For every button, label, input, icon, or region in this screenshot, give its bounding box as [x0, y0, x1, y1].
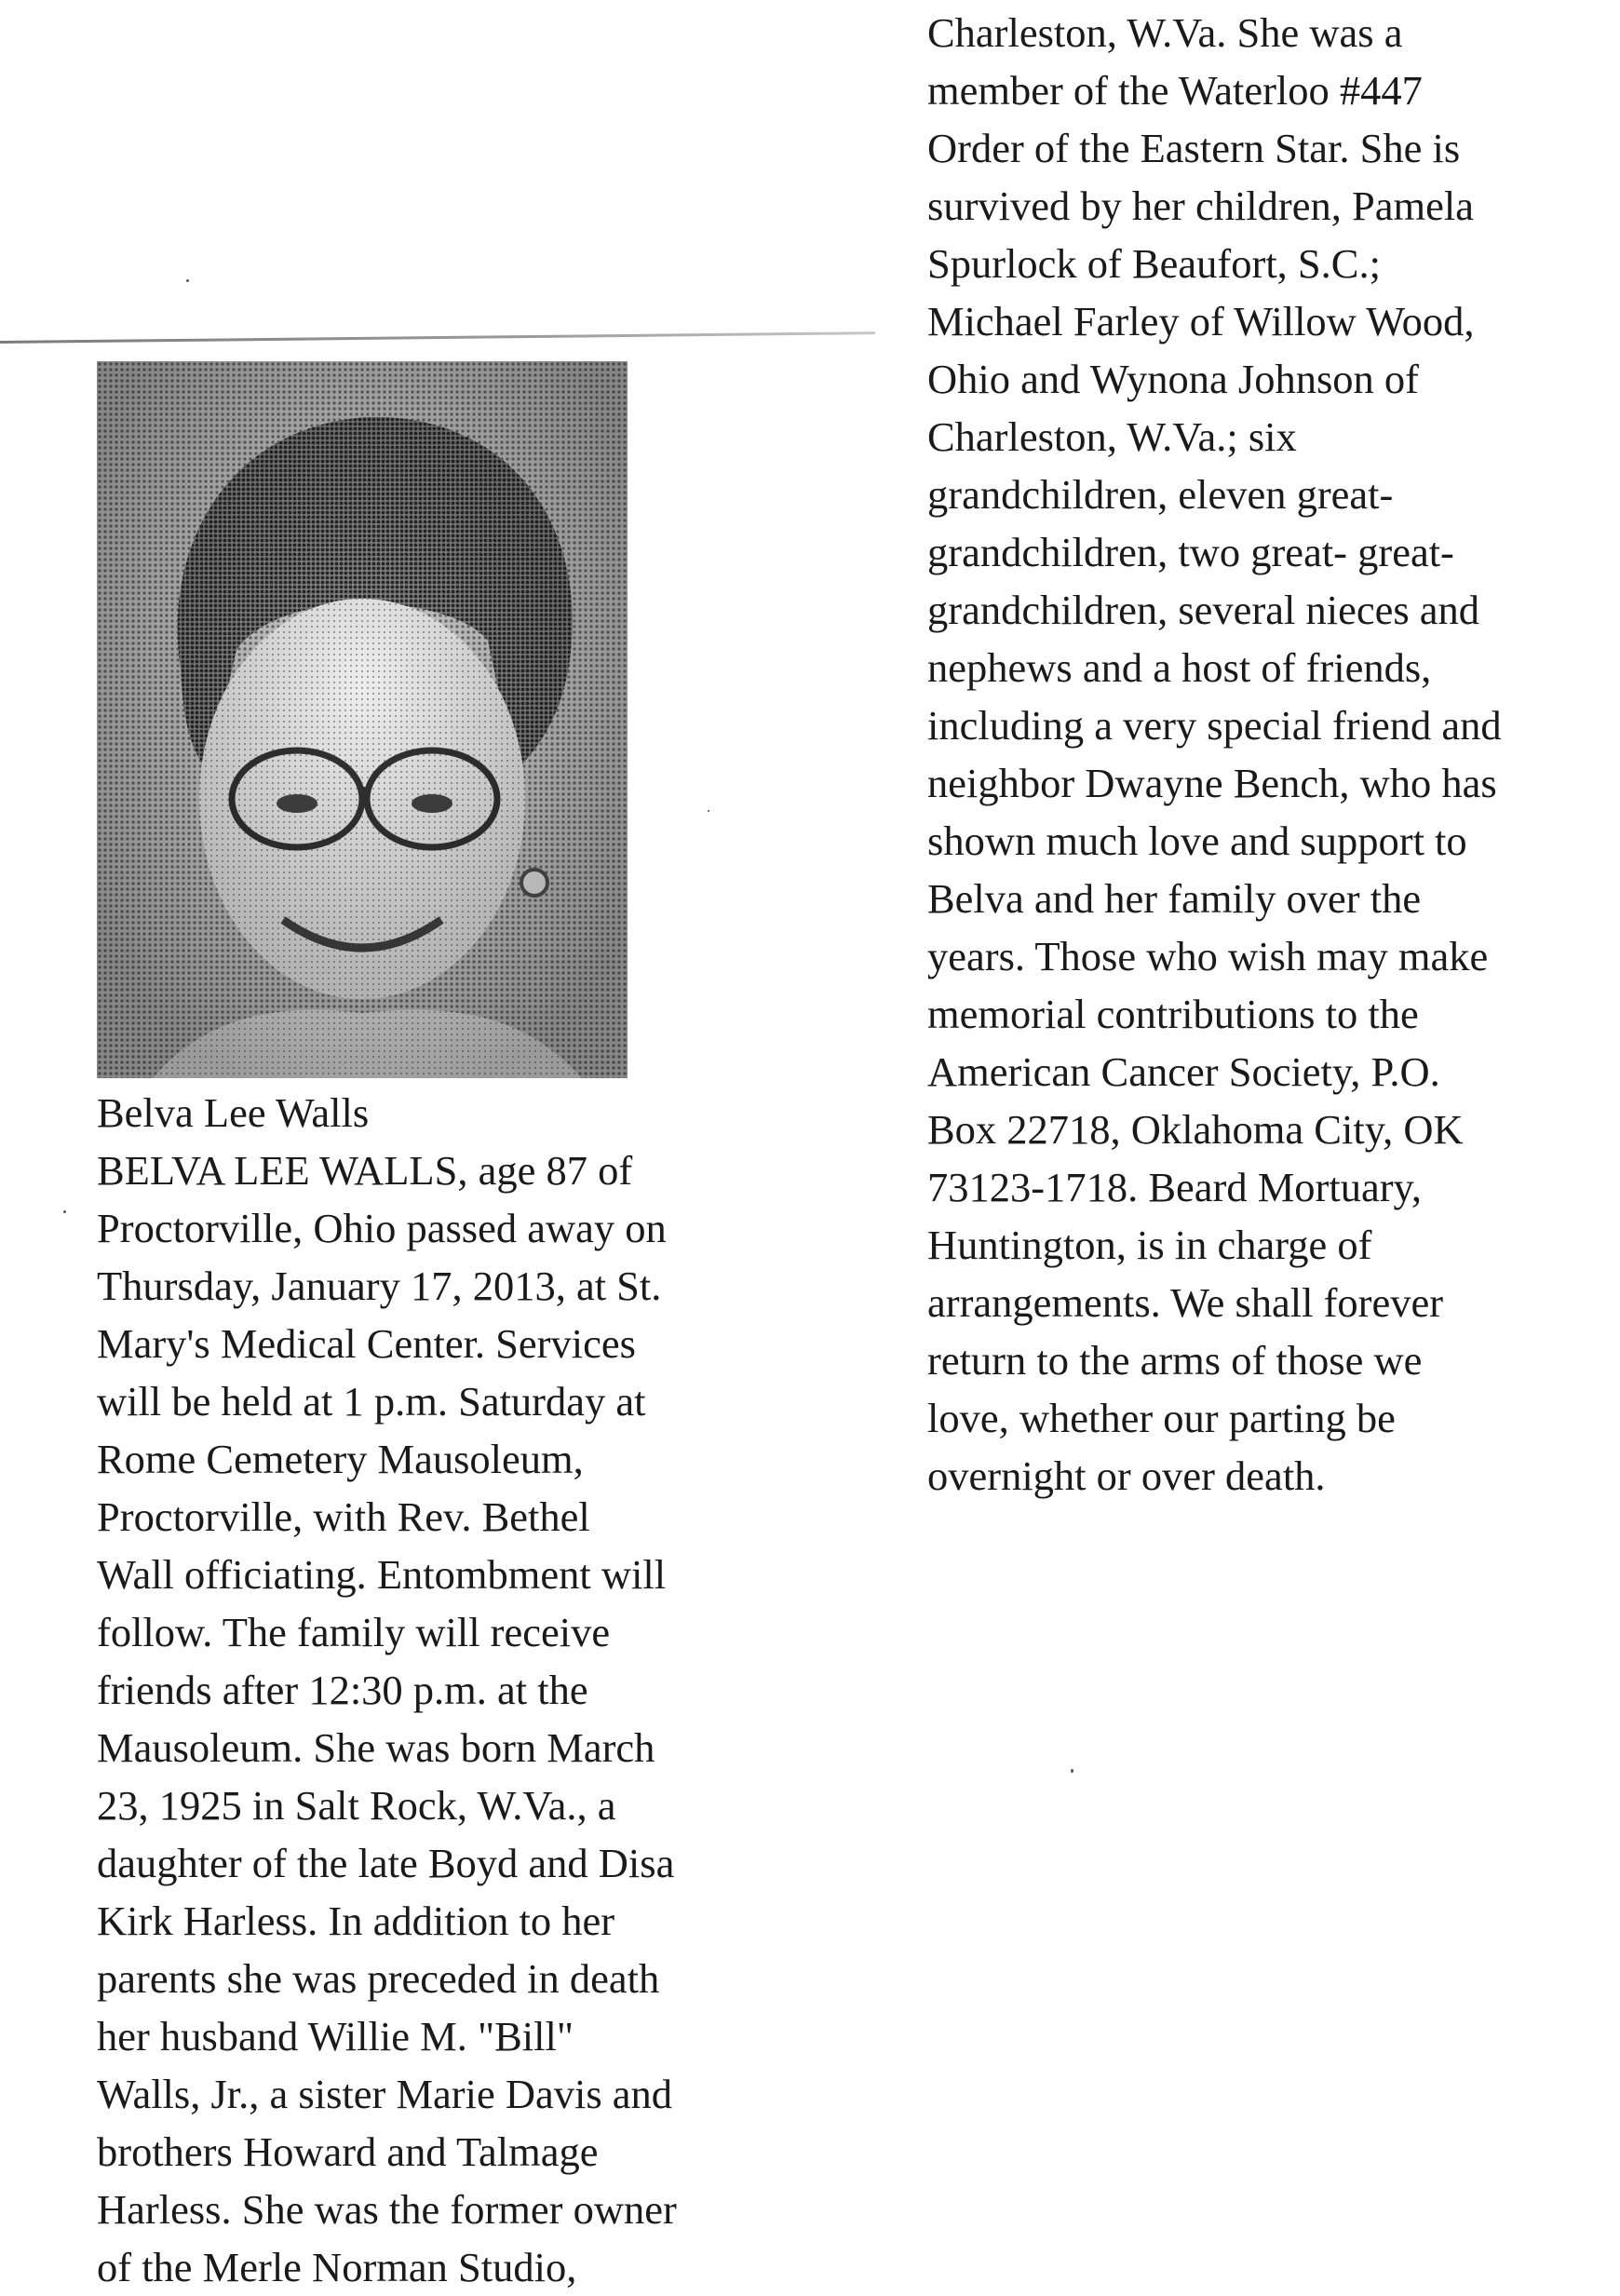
photo-caption: Belva Lee Walls [97, 1089, 370, 1136]
text-line: Thursday, January 17, 2013, at St. [97, 1263, 662, 1309]
text-line: neighbor Dwayne Bench, who has [927, 760, 1497, 806]
text-line: Wall officiating. Entombment will [97, 1551, 667, 1598]
text-line: grandchildren, eleven great- [927, 471, 1394, 518]
text-line: American Cancer Society, P.O. [927, 1048, 1440, 1095]
text-line: shown much love and support to [927, 817, 1467, 864]
text-line: brothers Howard and Talmage [97, 2128, 599, 2175]
text-line: Michael Farley of Willow Wood, [927, 298, 1475, 344]
obituary-portrait-photo [97, 361, 628, 1078]
text-line: grandchildren, several nieces and [927, 587, 1480, 633]
text-line: follow. The family will receive [97, 1609, 611, 1655]
text-line: Mausoleum. She was born March [97, 1724, 655, 1771]
text-line: love, whether our parting be [927, 1395, 1396, 1441]
text-line: grandchildren, two great- great- [927, 529, 1454, 575]
text-line: Belva and her family over the [927, 875, 1422, 922]
text-line: Proctorville, Ohio passed away on [97, 1205, 667, 1251]
scan-speck [708, 810, 709, 812]
text-line: Harless. She was the former owner [97, 2186, 677, 2233]
obituary-column-left [97, 1084, 677, 2296]
text-line: overnight or over death. [927, 1452, 1326, 1499]
text-line: her husband Willie M. "Bill" [97, 2013, 574, 2060]
text-line: 73123-1718. Beard Mortuary, [927, 1164, 1423, 1210]
text-line: will be held at 1 p.m. Saturday at [97, 1378, 646, 1425]
text-line: Mary's Medical Center. Services [97, 1320, 636, 1367]
text-line: Kirk Harless. In addition to her [97, 1898, 615, 1944]
text-line: daughter of the late Boyd and Disa [97, 1840, 675, 1886]
text-line: survived by her children, Pamela [927, 182, 1474, 229]
text-line: Rome Cemetery Mausoleum, [97, 1436, 584, 1482]
text-line: Charleston, W.Va.; six [927, 413, 1297, 460]
obituary-column-right [927, 4, 1502, 1505]
text-line: Ohio and Wynona Johnson of [927, 356, 1419, 402]
text-line: friends after 12:30 p.m. at the [97, 1667, 588, 1713]
text-line: BELVA LEE WALLS, age 87 of [97, 1147, 633, 1194]
text-line: arrangements. We shall forever [927, 1279, 1444, 1326]
text-line: nephews and a host of friends, [927, 644, 1432, 691]
text-line: Charleston, W.Va. She was a [927, 9, 1403, 56]
text-line: 23, 1925 in Salt Rock, W.Va., a [97, 1782, 616, 1829]
scan-speck [186, 279, 189, 282]
text-line: of the Merle Norman Studio, [97, 2244, 577, 2290]
text-line: years. Those who wish may make [927, 933, 1489, 979]
text-line: Walls, Jr., a sister Marie Davis and [97, 2071, 673, 2117]
scan-speck [1071, 1769, 1073, 1773]
text-line: Huntington, is in charge of [927, 1222, 1372, 1268]
text-line: including a very special friend and [927, 702, 1502, 749]
text-line: Box 22718, Oklahoma City, OK [927, 1106, 1464, 1153]
scan-speck [63, 1210, 66, 1213]
text-line: Spurlock of Beaufort, S.C.; [927, 240, 1381, 287]
text-line: Proctorville, with Rev. Bethel [97, 1493, 590, 1540]
text-line: Order of the Eastern Star. She is [927, 125, 1461, 171]
text-line: member of the Waterloo #447 [927, 67, 1423, 114]
clipping-edge-line [0, 331, 875, 344]
text-line: parents she was preceded in death [97, 1955, 660, 2002]
text-line: return to the arms of those we [927, 1337, 1423, 1384]
text-line: memorial contributions to the [927, 991, 1419, 1037]
